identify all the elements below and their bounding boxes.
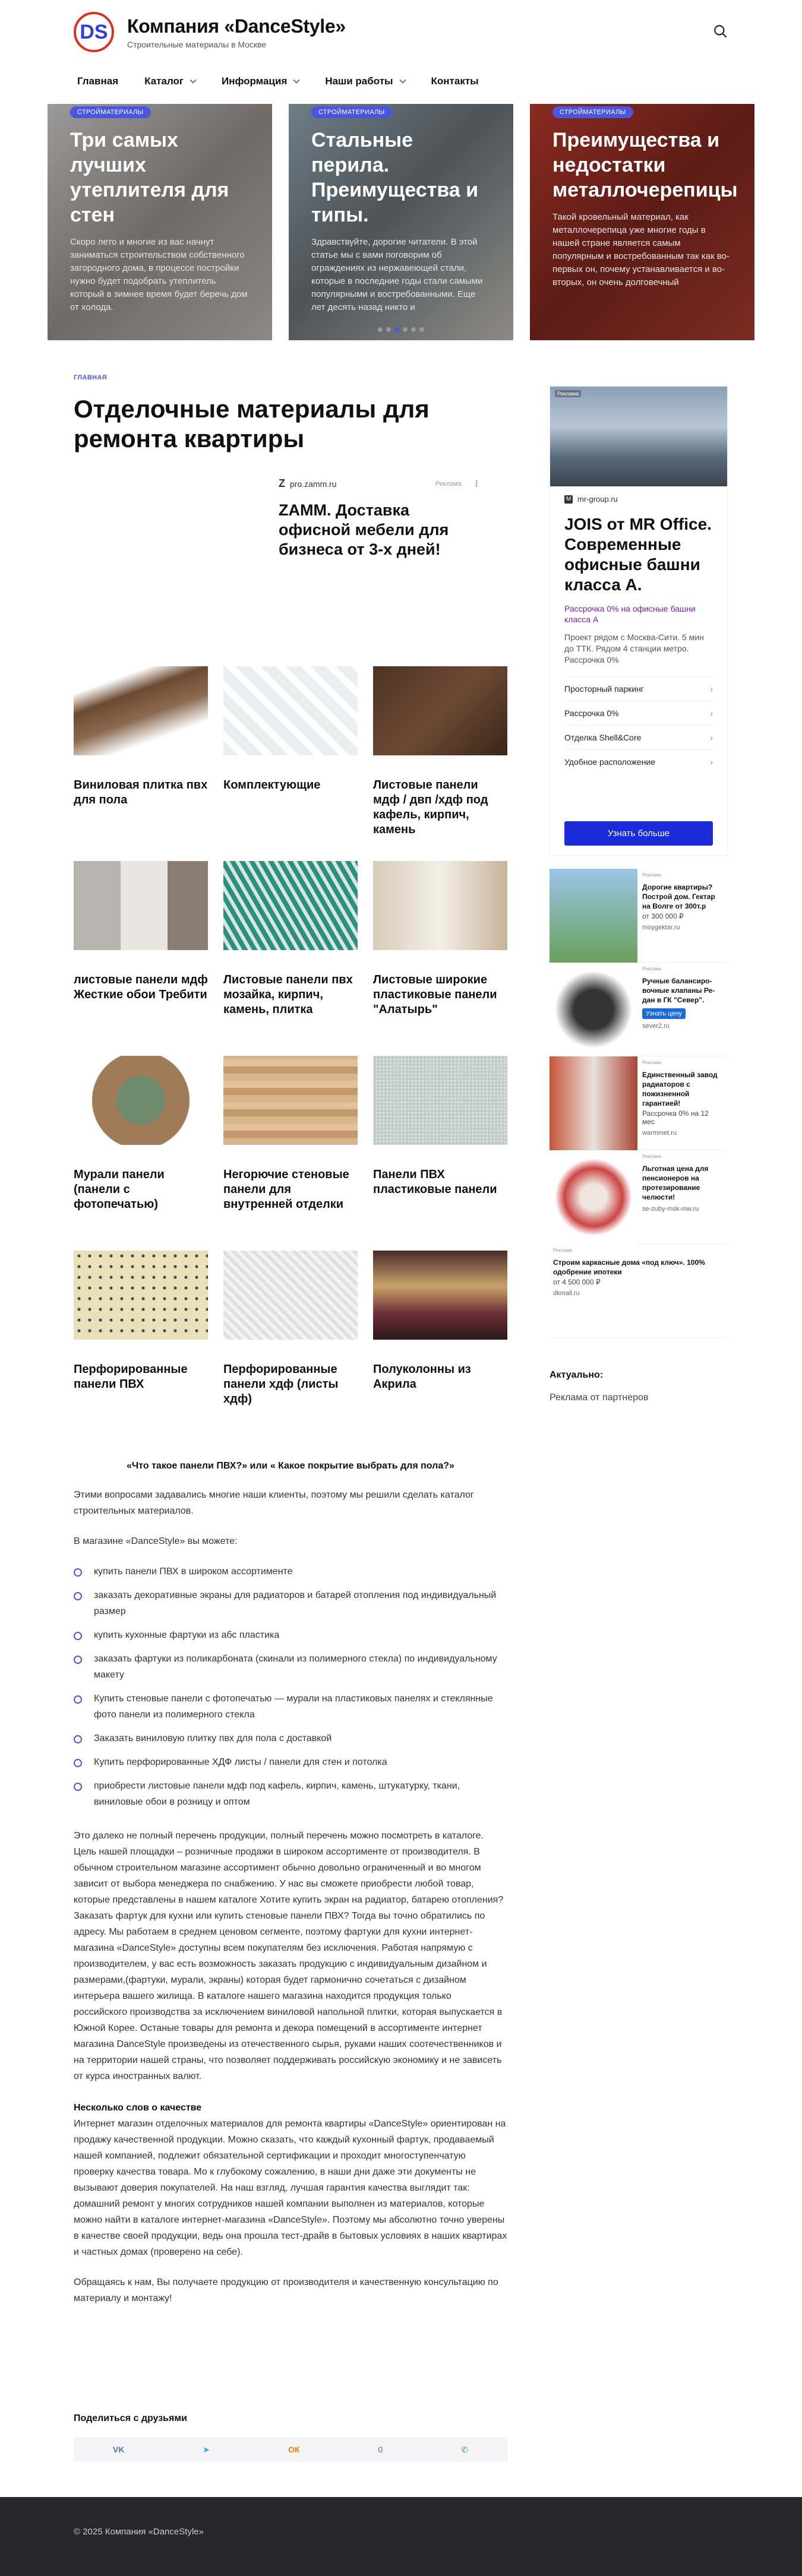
ad-domain[interactable]: M mr-group.ru [564, 495, 713, 504]
mini-ad-domain[interactable]: se-zuby-msk-mw.ru [642, 1205, 699, 1213]
slide-1[interactable] [48, 104, 272, 340]
nav-item-4[interactable] [431, 75, 479, 87]
slide-2[interactable] [289, 104, 513, 340]
nav-label: Наши работы [325, 75, 393, 87]
product-image[interactable] [74, 1056, 208, 1145]
mini-ad-label: Реклама [553, 1248, 573, 1253]
list-item: Купить перфорированные ХДФ листы / панели для стен и потолка [74, 1754, 507, 1770]
ad-domain[interactable]: pro.zamm.ru [290, 479, 337, 489]
nav-label: Контакты [431, 75, 479, 87]
sidebar-ad[interactable] [550, 386, 728, 856]
mini-ad-headline[interactable]: Ручные балансиро-вочные клапаны Ре-дан в ГК "Север". [642, 977, 715, 1004]
chevron-down-icon [190, 77, 196, 83]
mini-ad-label: Реклама [642, 1060, 662, 1065]
mini-ad-headline[interactable]: Единственный завод радиаторов с пожизненной гарантией! [642, 1071, 718, 1107]
telegram-share-icon[interactable]: ➤ [203, 2444, 210, 2454]
slide-badge[interactable]: СТРОЙМАТЕРИАЛЫ [552, 106, 633, 118]
product-name[interactable]: Негорючие стеновые панели для внутренней отделки [223, 1168, 349, 1211]
slide-text: Такой кровельный материал, как металлочерепица уже многие годы в нашей стране является самым популярным и востребованным так как во-первых он, почему устанавливается и во-вторых, он очень долговечный [552, 212, 730, 287]
list-item: заказать фартуки из поликарбоната (скинали из полимерного стекла) по индивидуальному макету [74, 1651, 507, 1683]
mini-ad[interactable] [550, 1056, 728, 1150]
page-title: Отделочные материалы для ремонта квартиры [74, 395, 430, 452]
mini-ad[interactable] [550, 869, 728, 963]
nav-label: Информация [222, 75, 288, 87]
mini-ad-image[interactable] [550, 963, 637, 1056]
nav-label: Каталог [144, 75, 184, 87]
product-image[interactable] [223, 1251, 358, 1340]
slide-badge[interactable]: СТРОЙМАТЕРИАЛЫ [311, 106, 392, 118]
mini-ad-price: Рассрочка 0% на 12 мес [642, 1109, 709, 1126]
mini-ad-image[interactable] [550, 1056, 637, 1150]
product-name[interactable]: Мурали панели (панели с фотопечатью) [74, 1168, 165, 1211]
services-list [74, 1564, 507, 1810]
mini-ad-domain[interactable]: moygektar.ru [642, 924, 680, 931]
mini-ad-price: от 4 500 000 ₽ [553, 1278, 601, 1286]
mini-ad-price: от 300 000 ₽ [642, 912, 684, 920]
mini-ad-label: Реклама [642, 872, 662, 878]
ad-headline[interactable]: ZAMM. Доставка офисной мебели для бизнеса от 3-х дней! [279, 501, 449, 558]
sidebar-heading: Актуально: [550, 1370, 604, 1380]
ad-headline[interactable]: JOIS от MR Office. Современные офисные башни класса А. [564, 515, 712, 594]
quality-paragraph: Интернет магазин отделочных материалов для ремонта квартиры «DanceStyle» ориентирован на продажу качественной продукции. Можно сказать, что каждый кухонный фартук, продаваемый нашей компанией, подлежит обязательной сертификации и проходит многоступенчатую проверку качества товара. Мо к глубокому сожалению, в наши дни даже эти документы не вызывают доверия покупателей. На наш взгляд, лучшая гарантия качества выглядит так: домашний ремонт у многих сотрудников нашей компании выполнен из материалов, которые можно найти в каталоге интернет-магазина «DanceStyle». Поэтому мы абсолютно точно уверены в качестве своей продукции, ведь она прошла тест-драйв в бытовых условиях в наших квартирах и частных домах (проверено на себе). [74, 2119, 507, 2257]
copyright: © 2025 Компания «DanceStyle» [74, 2527, 204, 2537]
mini-ad-label: Реклама [642, 1154, 662, 1159]
product-card[interactable] [74, 666, 208, 861]
product-name[interactable]: листовые панели мдф Жесткие обои Требити [74, 973, 208, 1001]
nav-label: Главная [77, 75, 119, 87]
ad-option[interactable]: Удобное расположение › [564, 749, 713, 774]
slide-title[interactable]: Преимущества и недостатки металлочерепицы [552, 129, 738, 201]
share-title: Поделиться с друзьями [74, 2413, 188, 2423]
product-name[interactable]: Виниловая плитка пвх для пола [74, 779, 208, 806]
mini-ad[interactable] [550, 1150, 728, 1244]
mini-ads [550, 869, 728, 1338]
product-name[interactable]: Перфорированные панели хдф (листы хдф) [223, 1363, 339, 1406]
product-grid [74, 666, 507, 1445]
slide-3[interactable] [530, 104, 754, 340]
product-name[interactable]: Листовые панели мдф / двп /хдф под кафель, кирпич, камень [373, 779, 488, 836]
slide-text: Скоро лето и многие из вас начнут заниматься строительством собственного загородного дома, в процессе постройки нужно будет подобрать утеплитель который в зимнее время будет беречь дом от холода. [70, 237, 248, 312]
mini-ad-label: Реклама [642, 966, 662, 971]
more-options-icon[interactable]: ⋮ [472, 479, 481, 488]
list-item: купить кухонные фартуки из абс пластика [74, 1627, 507, 1643]
ad-image[interactable] [550, 387, 727, 486]
product-card[interactable] [373, 1251, 507, 1445]
ad-option[interactable]: Просторный паркинг › [564, 676, 713, 701]
product-image[interactable] [223, 1056, 358, 1145]
ad-option[interactable]: Рассрочка 0% › [564, 701, 713, 725]
product-card[interactable] [223, 666, 358, 861]
product-name[interactable]: Полуколонны из Акрила [373, 1363, 471, 1391]
ad-label: Реклама [435, 480, 462, 488]
search-icon[interactable] [713, 24, 728, 39]
breadcrumb[interactable]: ГЛАВНАЯ [74, 374, 108, 381]
mini-ad[interactable] [550, 963, 728, 1056]
get-price-button[interactable]: Узнать цену [642, 1008, 686, 1019]
intro-text-2: В магазине «DanceStyle» вы можете: [74, 1536, 238, 1546]
product-card[interactable] [373, 1056, 507, 1251]
mini-ad-headline[interactable]: Строим каркасные дома «под ключ». 100% одобрение ипотеки [553, 1258, 705, 1276]
product-image[interactable] [74, 666, 208, 755]
site-subtitle: Строительные материалы в Москве [127, 39, 267, 49]
main-content [74, 374, 507, 2462]
slide-badge[interactable]: СТРОЙМАТЕРИАЛЫ [70, 106, 151, 118]
chevron-down-icon [399, 77, 406, 83]
brand [127, 15, 346, 49]
partners-ads-link[interactable]: Реклама от партнеров [550, 1393, 649, 1403]
product-name[interactable]: Панели ПВХ пластиковые панели [373, 1168, 497, 1196]
ad-banner[interactable] [279, 477, 481, 559]
product-card[interactable] [74, 1251, 208, 1445]
product-image[interactable] [373, 666, 507, 755]
vk-share-icon[interactable]: VK [112, 2445, 125, 2454]
product-image[interactable] [223, 861, 358, 950]
product-card[interactable] [223, 861, 358, 1056]
section-title: Несколько слов о качестве [74, 2103, 202, 2113]
product-image[interactable] [223, 666, 358, 755]
main-nav [0, 64, 802, 99]
nav-item-1[interactable] [144, 75, 195, 87]
product-card[interactable] [74, 861, 208, 1056]
intro-text: Этими вопросами задавались многие наши клиенты, поэтому мы решили сделать каталог строительных материалов. [74, 1490, 474, 1516]
list-item: приобрести листовые панели мдф под кафель, кирпич, камень, штукатурку, ткани, виниловые обои в розницу и оптом [74, 1778, 507, 1810]
list-item: Купить стеновые панели с фотопечатью — мурали на пластиковых панелях и стеклянные фото панели из полимерного стекла [74, 1691, 507, 1723]
product-name[interactable]: Комплектующие [223, 779, 321, 792]
product-image[interactable] [373, 861, 507, 950]
product-image[interactable] [373, 1056, 507, 1145]
nav-item-0[interactable] [77, 75, 118, 87]
ad-option[interactable]: Отделка Shell&Core › [564, 725, 713, 749]
product-name[interactable]: Листовые панели пвх мозайка, кирпич, камень, плитка [223, 973, 353, 1016]
product-name[interactable]: Перфорированные панели ПВХ [74, 1363, 188, 1391]
site-header [0, 0, 802, 64]
share-count: 0 [378, 2445, 383, 2454]
mini-ad-domain[interactable]: dkmall.ru [553, 1290, 580, 1297]
whatsapp-share-icon[interactable]: ✆ [461, 2444, 469, 2454]
share-bar [74, 2437, 507, 2462]
mini-ad-image[interactable] [550, 1150, 637, 1244]
site-logo[interactable]: DS [74, 12, 114, 52]
product-card[interactable] [74, 1056, 208, 1251]
product-card[interactable] [223, 1251, 358, 1445]
mini-ad-domain[interactable]: warmmet.ru [642, 1129, 677, 1137]
ad-promo[interactable]: Рассрочка 0% на офисные башни класса А [564, 604, 696, 624]
closing-text: Обращаясь к нам, Вы получаете продукцию от производителя и качественную консультацию по материалу и монтажу! [74, 2277, 498, 2303]
product-card[interactable] [373, 666, 507, 861]
slide-title[interactable]: Стальные перила. Преимущества и типы. [311, 129, 479, 226]
list-item: купить панели ПВХ в широком ассортименте [74, 1564, 507, 1580]
ad-description: Проект рядом с Москва-Сити. 5 мин до ТТК. Рядом 4 станции метро. Рассрочка 0% [564, 632, 704, 664]
mini-ad-headline[interactable]: Льготная цена для пенсионеров на протезирование челюсти! [642, 1164, 709, 1201]
list-item: заказать декоративные экраны для радиаторов и батарей отопления под индивидуальный размер [74, 1587, 507, 1619]
mini-ad-domain[interactable]: sever2.ru [642, 1023, 670, 1030]
sidebar [550, 386, 728, 1403]
chevron-down-icon [293, 77, 300, 83]
product-card[interactable] [223, 1056, 358, 1251]
zamm-logo-icon: Z [279, 477, 285, 489]
list-item: Заказать виниловую плитку пвх для пола с доставкой [74, 1730, 507, 1746]
slide-title[interactable]: Три самых лучших утеплителя для стен [70, 129, 229, 226]
site-footer [0, 2497, 802, 2576]
site-title[interactable]: Компания «DanceStyle» [127, 15, 346, 37]
slide-text: Здравствуйте, дорогие читатели. В этой статье мы с вами поговорим об ограждениях из нержавеющей стали, которые в последние годы стали самыми популярными и востребованными. Еще лет десять назад никто и [311, 237, 483, 312]
product-name[interactable]: Листовые широкие пластиковые панели "Алатырь" [373, 973, 497, 1016]
body-paragraph: Это далеко не полный перечень продукции, полный перечень можно посмотреть в каталоге. Цель нашей площадки – розничные продажи в широком ассортименте от производителя. В обычном строительном магазине ассортимент обычно довольно ограниченный и во многом зависит от выбора менеджера по снабжению. У нас вы сможете приобрести любой товар, которые представлены в нашем каталоге Хотите купить экран на радиатор, батарею отопления? Заказать фартук для кухни или купить стеновые панели ПВХ? Тогда вы точно обратились по адресу. Мы работаем в среднем ценовом сегменте, поэтому фартуки для кухни интернет-магазина «DanceStyle» доступны всем покупателям без исключения. Работая напрямую с производителем, у вас есть возможность заказать продукцию с индивидуальным дизайном и размерами,(фартуки, мурали, экраны) которая будет гармонично сочетаться с дизайном интерьера вашего жилища. В каталоге нашего магазина находится продукция только российского производства за исключением виниловой напольной плитки, которая выпускается в Южной Корее. Останые товары для ремонта и декора помещений в ассортименте интернет магазина DanceStyle произведены из отечественного сырья, руками наших соотечественников и на территории нашей страны, что позволяет поддерживать российскую экономику и не зависеть от курса иностранных валют. [74, 1831, 504, 2081]
mini-ad-image[interactable] [550, 869, 637, 963]
product-card[interactable] [373, 861, 507, 1056]
product-image[interactable] [373, 1251, 507, 1340]
question-heading: «Что такое панели ПВХ?» или « Какое покрытие выбрать для пола?» [127, 1461, 454, 1471]
nav-item-2[interactable] [222, 75, 299, 87]
product-image[interactable] [74, 1251, 208, 1340]
learn-more-button[interactable]: Узнать больше [564, 821, 713, 846]
featured-slider [48, 104, 754, 340]
product-image[interactable] [74, 861, 208, 950]
ok-share-icon[interactable]: ОК [288, 2445, 300, 2454]
nav-item-3[interactable] [325, 75, 405, 87]
slider-dots[interactable] [378, 327, 424, 332]
ad-age-label: Реклама [555, 390, 581, 397]
mini-ad-headline[interactable]: Дорогие квартиры? Построй дом. Гектар на Волге от 300т.р [642, 883, 715, 910]
mini-ad[interactable] [550, 1244, 728, 1338]
